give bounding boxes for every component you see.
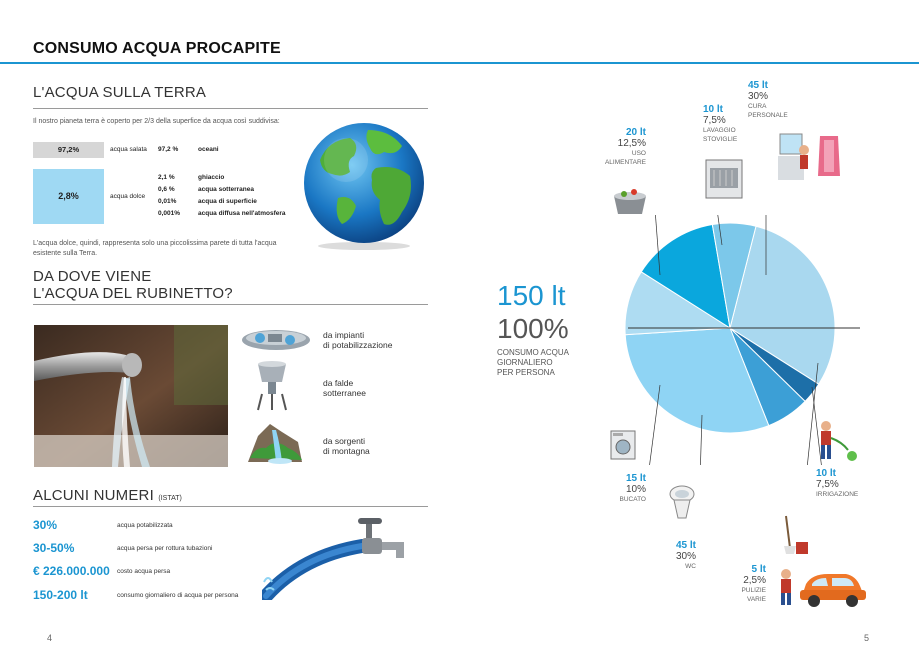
number-value-1: 30%: [33, 518, 58, 532]
stoviglie-label-2: STOVIGLIE: [703, 136, 738, 143]
source-1: [323, 330, 392, 350]
total-caption-2: GIORNALIERO: [497, 358, 553, 367]
fresh-water-box: 2,8%: [33, 169, 104, 224]
label-lavaggio-stoviglie: [703, 104, 763, 144]
atmosphere-label: acqua diffusa nell'atmosfera: [198, 210, 286, 217]
irrigazione-label-1: IRRIGAZIONE: [816, 491, 859, 498]
gardening-icon: [812, 418, 860, 462]
ice-pct: 2,1 %: [158, 174, 175, 181]
irrigazione-percent: 7,5%: [816, 479, 839, 490]
number-desc-1: acqua potabilizzata: [117, 522, 173, 529]
source-1-line-1: da impianti: [323, 330, 365, 340]
numbers-section-divider: [33, 506, 428, 507]
stoviglie-liters: 10 lt: [703, 104, 724, 115]
number-desc-4: consumo giornaliero di acqua per persona: [117, 592, 239, 599]
oceans-pct: 97,2 %: [158, 146, 179, 153]
washing-machine-icon: [610, 430, 636, 460]
pulizie-label-2: VARIE: [746, 596, 766, 603]
source-3-line-2: di montagna: [323, 446, 370, 456]
bucato-percent: 10%: [625, 484, 646, 495]
total-caption: [497, 348, 607, 378]
source-3-line-1: da sorgenti: [323, 436, 366, 446]
number-value-4: 150-200 lt: [33, 588, 88, 602]
salt-water-label: acqua salata: [110, 146, 147, 153]
fresh-water-label: acqua dolce: [110, 193, 146, 200]
stoviglie-percent: 7,5%: [703, 115, 726, 126]
cura-label-2: PERSONALE: [748, 112, 788, 119]
total-liters: 150 lt: [497, 280, 566, 311]
earth-section-title: L'ACQUA SULLA TERRA: [33, 84, 207, 101]
source-2-line-1: da falde: [323, 378, 354, 388]
cura-percent: 30%: [748, 91, 769, 102]
mountain-spring-icon: [246, 418, 304, 464]
toilet-icon: [668, 482, 696, 522]
wc-label-1: WC: [685, 563, 696, 570]
alimentare-percent: 12,5%: [617, 138, 646, 149]
tap-section-title-2: L'ACQUA DEL RUBINETTO?: [33, 285, 233, 302]
pulizie-label-1: PULIZIE: [741, 587, 766, 594]
number-value-3: € 226.000.000: [33, 564, 110, 578]
number-desc-3: costo acqua persa: [117, 568, 171, 575]
fresh-water-note-2: esistente sulla Terra.: [33, 250, 98, 257]
source-3: [323, 436, 370, 456]
cooking-pot-icon: [610, 186, 650, 218]
surface-water-label: acqua di superficie: [198, 198, 257, 205]
label-wc: [636, 540, 696, 571]
car-wash-icon: [776, 566, 868, 608]
label-irrigazione: [816, 468, 876, 499]
alimentare-liters: 20 lt: [625, 127, 646, 138]
groundwater-label: acqua sotterranea: [198, 186, 254, 193]
title-divider: [0, 62, 919, 64]
total-caption-3: PER PERSONA: [497, 368, 555, 377]
tap-section-title-1: DA DOVE VIENE: [33, 268, 152, 285]
wc-liters: 45 lt: [675, 540, 696, 551]
source-2-line-2: sotterranee: [323, 388, 366, 398]
ice-label: ghiaccio: [198, 174, 225, 181]
alimentare-label-2: ALIMENTARE: [604, 159, 646, 166]
earth-section-divider: [33, 108, 428, 109]
label-pulizie-varie: [706, 564, 766, 604]
atmosphere-pct: 0,001%: [158, 210, 181, 217]
total-percent: 100%: [497, 313, 569, 344]
tap-section-divider: [33, 304, 428, 305]
personal-care-icon: [774, 126, 844, 186]
pulizie-percent: 2,5%: [743, 575, 766, 586]
earth-globe-icon: [298, 120, 430, 250]
bucato-label-1: BUCATO: [619, 496, 646, 503]
page-number-left: 4: [47, 633, 53, 643]
alimentare-label-1: USO: [631, 150, 646, 157]
numbers-title: ALCUNI NUMERI: [33, 487, 154, 504]
bucato-liters: 15 lt: [625, 473, 646, 484]
mop-bucket-icon: [776, 514, 810, 558]
number-desc-2: acqua persa per rottura tubazioni: [117, 545, 213, 552]
dishwasher-icon: [700, 156, 748, 202]
page-title: CONSUMO ACQUA PROCAPITE: [33, 40, 281, 57]
source-1-line-2: di potabilizzazione: [323, 340, 393, 350]
total-caption-1: CONSUMO ACQUA: [497, 348, 570, 357]
treatment-plant-icon: [240, 326, 312, 354]
numbers-section-title: [33, 487, 182, 505]
label-bucato: [586, 473, 646, 504]
stoviglie-label-1: LAVAGGIO: [703, 127, 736, 134]
salt-water-box: 97,2%: [33, 142, 104, 158]
groundwater-well-icon: [252, 360, 292, 412]
label-uso-alimentare: [586, 127, 646, 167]
number-value-2: 30-50%: [33, 541, 75, 555]
surface-water-pct: 0,01%: [158, 198, 177, 205]
cura-label-1: CURA: [748, 103, 767, 110]
pulizie-liters: 5 lt: [751, 564, 766, 575]
hose-faucet-icon: [262, 516, 412, 600]
cura-liters: 45 lt: [748, 80, 769, 91]
wc-percent: 30%: [675, 551, 696, 562]
numbers-title-suffix: (ISTAT): [158, 495, 182, 502]
groundwater-pct: 0,6 %: [158, 186, 175, 193]
irrigazione-liters: 10 lt: [816, 468, 837, 479]
faucet-photo: [34, 325, 228, 467]
fresh-water-note-1: L'acqua dolce, quindi, rappresenta solo una piccolissima parete di tutta l'acqua: [33, 240, 277, 247]
source-2: [323, 378, 366, 398]
earth-intro: Il nostro pianeta terra è coperto per 2/3 della superfice da acqua così suddivisa:: [33, 118, 280, 125]
oceans-label: oceani: [198, 146, 219, 153]
page-number-right: 5: [864, 633, 870, 643]
